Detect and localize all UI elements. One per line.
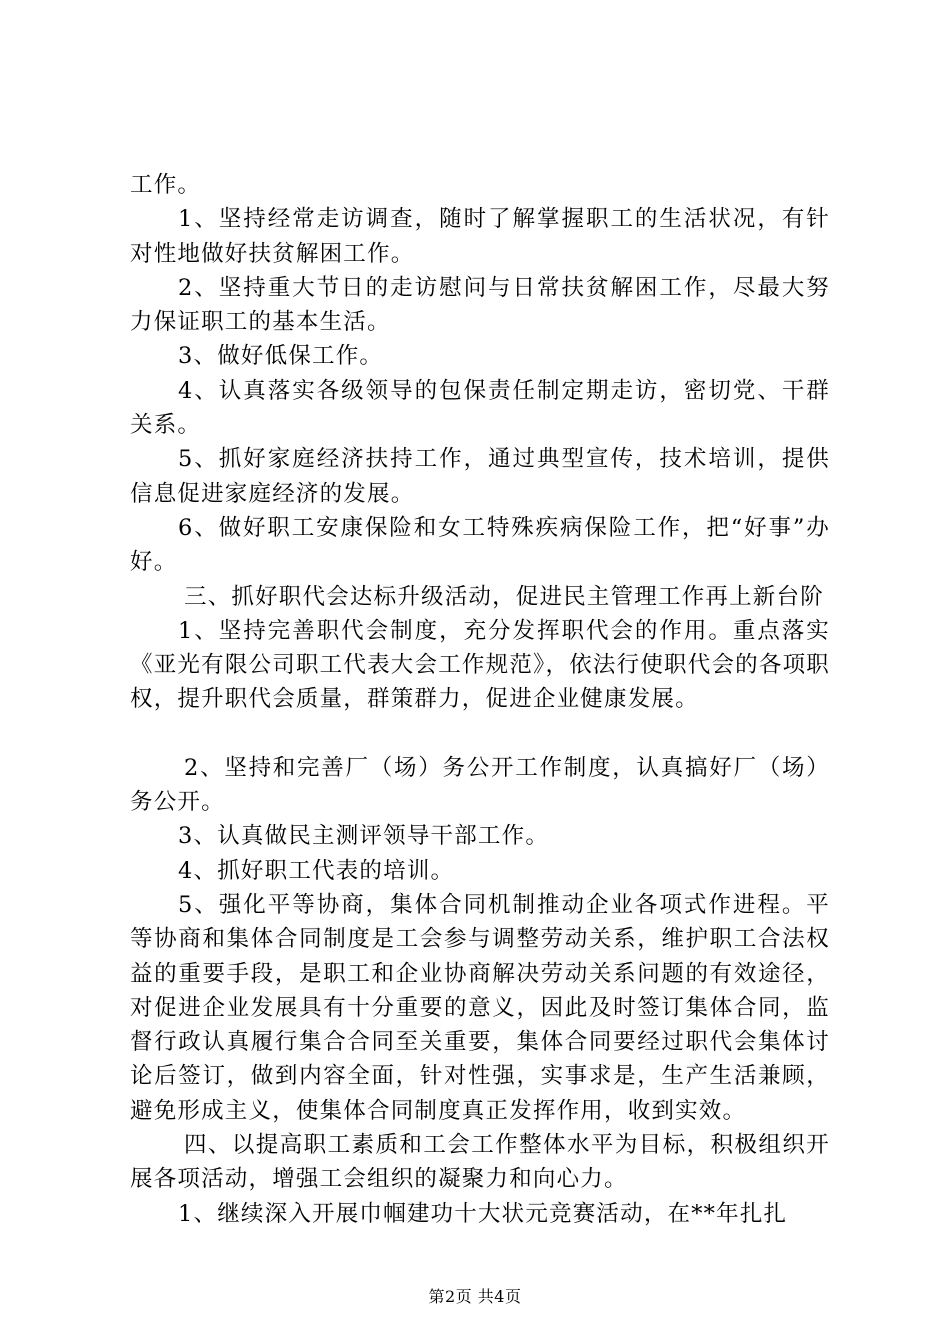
paragraph-item-6: 6、做好职工安康保险和女工特殊疾病保险工作，把“好事”办好。 bbox=[130, 514, 830, 576]
paragraph-section3-item-5: 5、强化平等协商，集体合同机制推动企业各项式作进程。平等协商和集体合同制度是工会参与调整劳动关系，维护职工合法权益的重要手段，是职工和企业协商解决劳动关系问题的有效途径，对促进企业发展具有十分重要的意义，因此及时签订集体合同，监督行政认真履行集合合同至关重要，集体合同要经过职代会集体讨论后签订，做到内容全面，针对性强，实事求是，生产生活兼顾，避免形成主义，使集体合同制度真正发挥作用，收到实效。 bbox=[130, 891, 830, 1124]
paragraph-section3-item-1: 1、坚持完善职代会制度，充分发挥职代会的作用。重点落实《亚光有限公司职工代表大会工作规范》，依法行使职代会的各项职权，提升职代会质量，群策群力，促进企业健康发展。 bbox=[130, 617, 830, 713]
section-heading-3: 三、抓好职代会达标升级活动，促进民主管理工作再上新台阶 bbox=[184, 583, 824, 610]
page-footer: 第2页 共4页 bbox=[428, 1287, 522, 1306]
paragraph-section4-item-1: 1、继续深入开展巾帼建功十大状元竞赛活动，在**年扎扎 bbox=[178, 1200, 788, 1227]
paragraph-item-4: 4、认真落实各级领导的包保责任制定期走访，密切党、干群关系。 bbox=[130, 377, 830, 439]
section-heading-4: 四、以提高职工素质和工会工作整体水平为目标，积极组织开展各项活动，增强工会组织的凝聚力和向心力。 bbox=[130, 1132, 830, 1193]
paragraph-section3-item-3: 3、认真做民主测评领导干部工作。 bbox=[178, 823, 550, 850]
paragraph-continuation: 工作。 bbox=[130, 172, 202, 198]
paragraph-item-5: 5、抓好家庭经济扶持工作，通过典型宣传，技术培训，提供信息促进家庭经济的发展。 bbox=[130, 446, 830, 507]
document-body bbox=[130, 168, 830, 1231]
paragraph-item-2: 2、坚持重大节日的走访慰问与日常扶贫解困工作，尽最大努力保证职工的基本生活。 bbox=[130, 274, 830, 336]
paragraph-section3-item-2: 2、坚持和完善厂（场）务公开工作制度，认真搞好厂（场）务公开。 bbox=[130, 754, 830, 816]
paragraph-item-3: 3、做好低保工作。 bbox=[178, 343, 384, 370]
paragraph-section3-item-4: 4、抓好职工代表的培训。 bbox=[178, 857, 455, 884]
paragraph-item-1: 1、坚持经常走访调查，随时了解掌握职工的生活状况，有针对性地做好扶贫解困工作。 bbox=[130, 206, 830, 267]
